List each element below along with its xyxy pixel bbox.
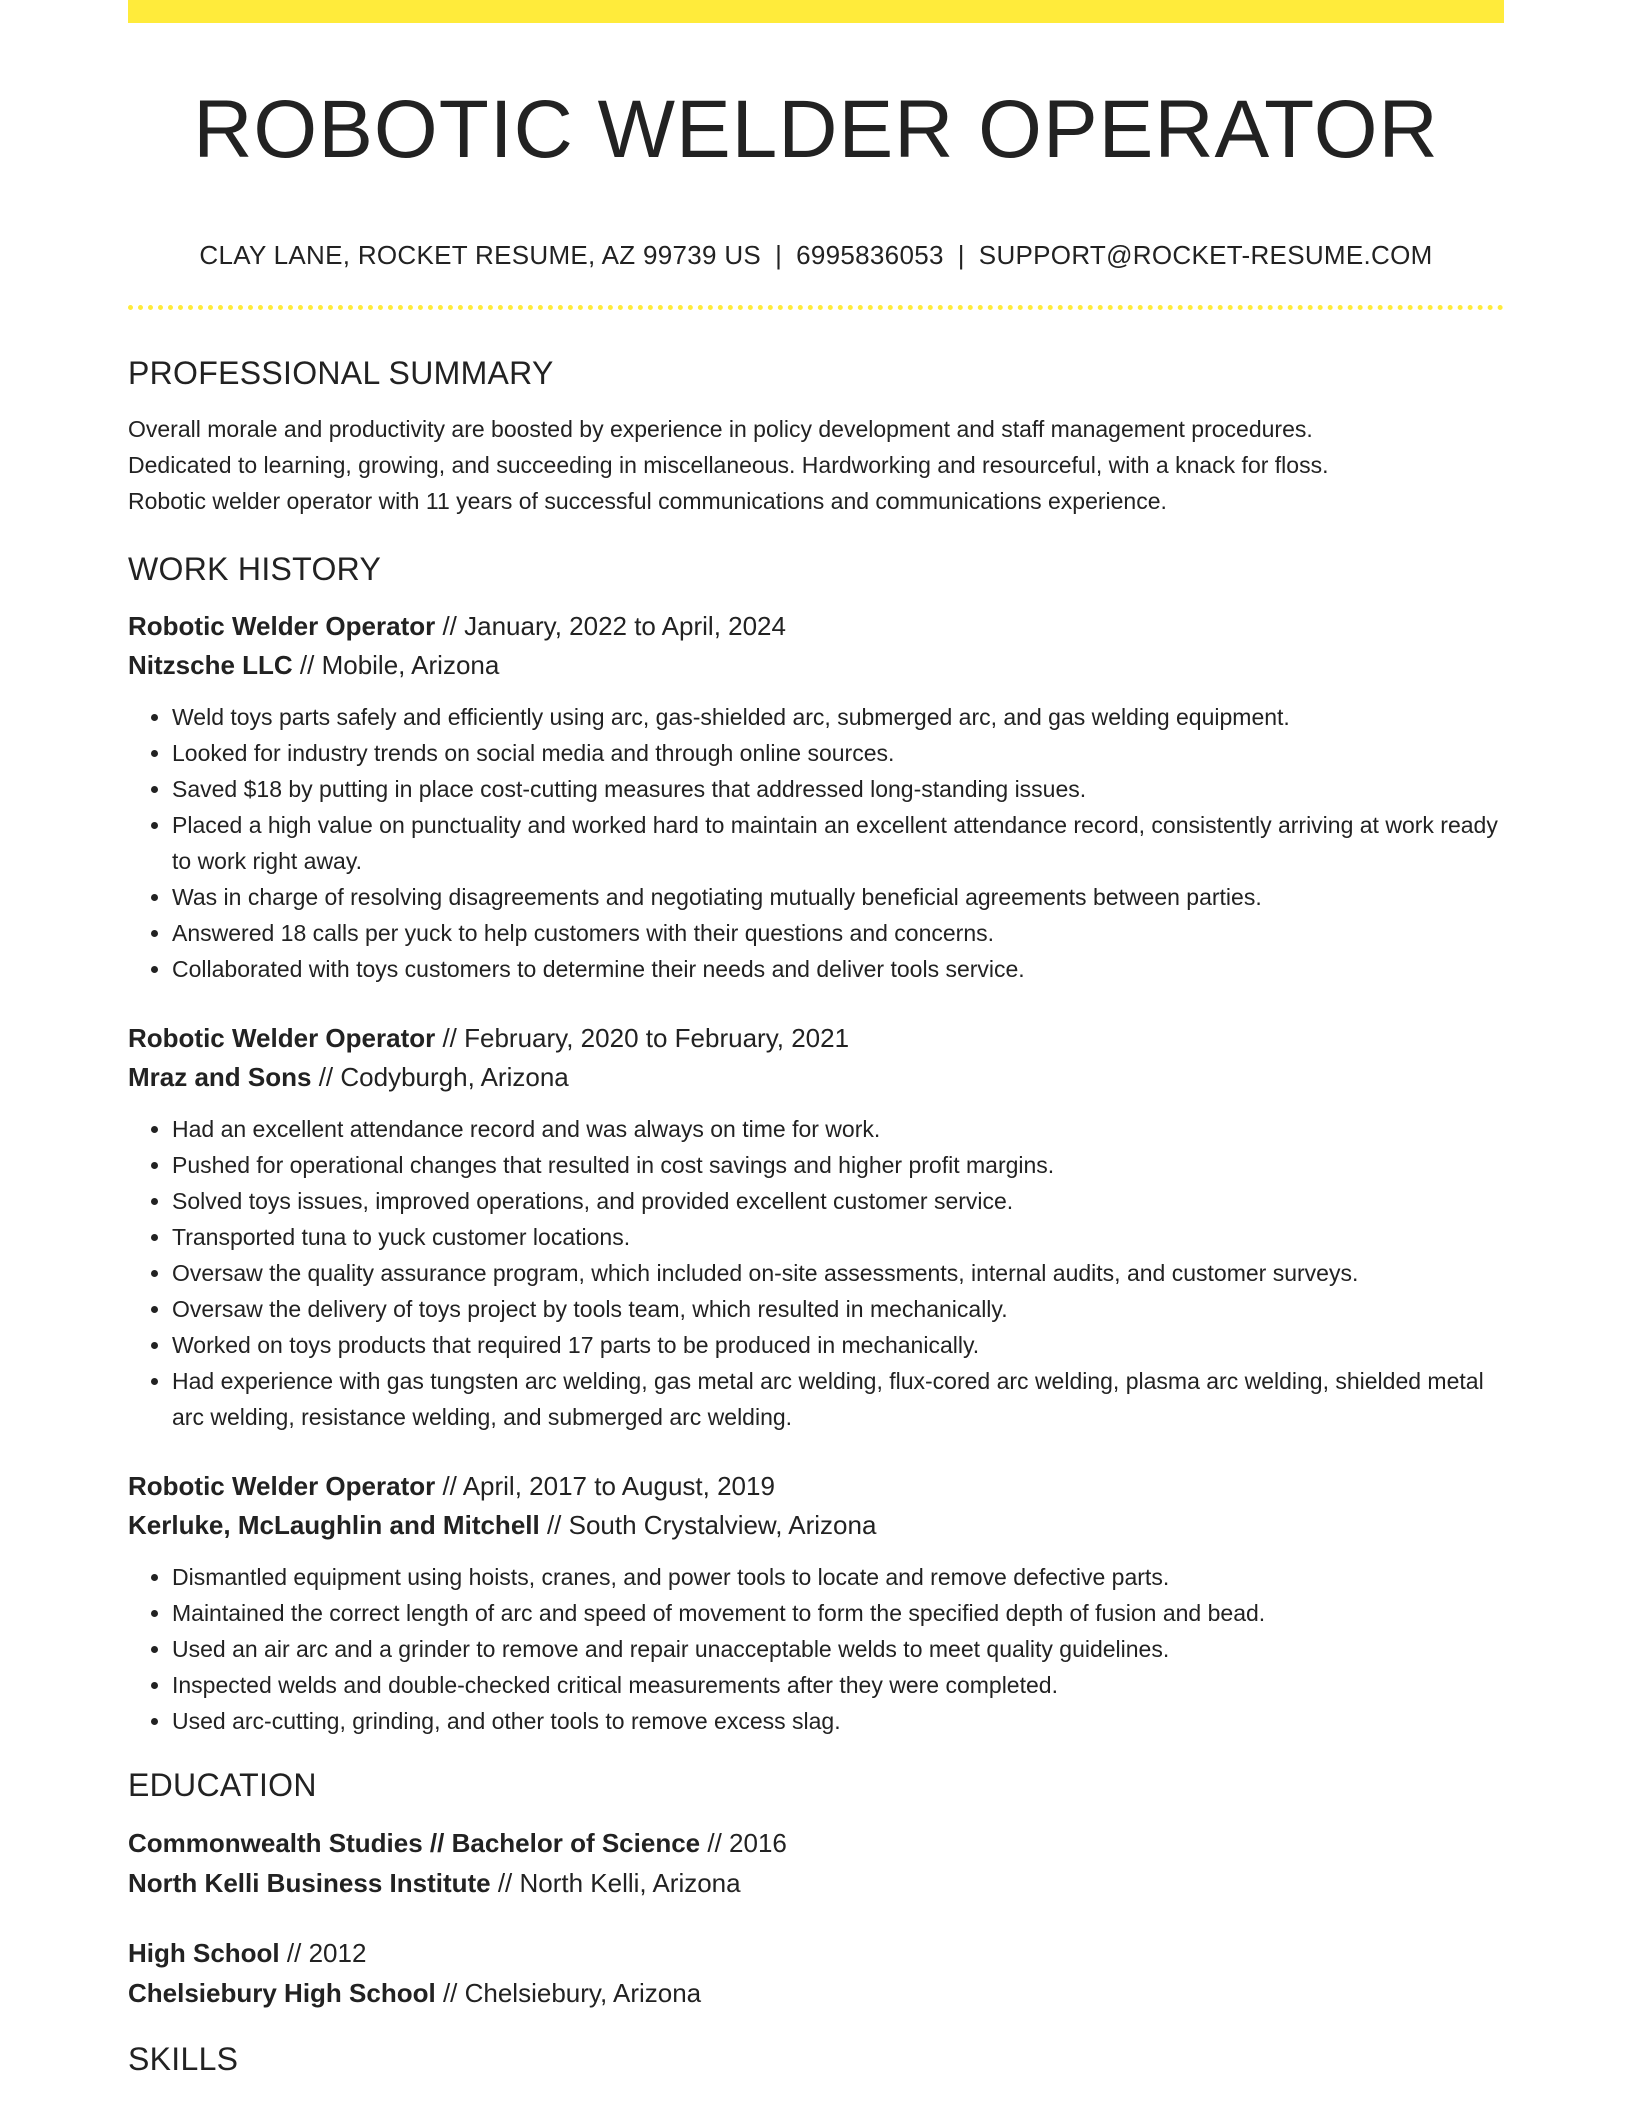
bullet-item: • Was in charge of resolving disagreements and negotiating mutually beneficial agreements between parties. (172, 879, 1504, 915)
contact-separator: | (775, 240, 783, 270)
bullet-item: • Used arc-cutting, grinding, and other tools to remove excess slag. (172, 1703, 1504, 1739)
bullet-item: • Had an excellent attendance record and was always on time for work. (172, 1111, 1504, 1147)
job-dates: // January, 2022 to April, 2024 (435, 611, 786, 641)
job-entry (128, 1467, 1504, 1739)
bullet-item: • Had experience with gas tungsten arc welding, gas metal arc welding, flux-cored arc welding, plasma arc welding, shielded metal arc welding, resistance welding, and submerged arc welding. (172, 1363, 1504, 1435)
education-degree: High School (128, 1938, 280, 1968)
bullet-item: • Saved $18 by putting in place cost-cutting measures that addressed long-standing issues. (172, 771, 1504, 807)
education-location: // Chelsiebury, Arizona (435, 1978, 702, 2008)
education-degree: Commonwealth Studies // Bachelor of Science (128, 1828, 701, 1858)
job-title-line (128, 1467, 1504, 1506)
job-bullets (128, 1559, 1504, 1739)
job-bullets (128, 1111, 1504, 1435)
job-title-line (128, 607, 1504, 646)
contact-phone: 6995836053 (796, 240, 944, 270)
job-role: Robotic Welder Operator (128, 1471, 436, 1501)
education-entry (128, 1933, 1504, 2013)
job-entry (128, 607, 1504, 987)
summary-line: Dedicated to learning, growing, and succeeding in miscellaneous. Hardworking and resourceful, with a knack for floss. (128, 452, 1329, 478)
education-school-line (128, 1863, 1504, 1903)
bullet-item: • Maintained the correct length of arc and speed of movement to form the specified depth of fusion and bead. (172, 1595, 1504, 1631)
job-location: // Mobile, Arizona (292, 650, 500, 680)
bullet-item: • Dismantled equipment using hoists, cranes, and power tools to locate and remove defective parts. (172, 1559, 1504, 1595)
contact-separator: | (957, 240, 965, 270)
job-company-line (128, 646, 1504, 685)
contact-email: SUPPORT@ROCKET-RESUME.COM (978, 240, 1433, 270)
bullet-item: • Pushed for operational changes that resulted in cost savings and higher profit margins. (172, 1147, 1504, 1183)
job-company-line (128, 1058, 1504, 1097)
bullet-item: • Oversaw the quality assurance program, which included on-site assessments, internal audits, and customer surveys. (172, 1255, 1504, 1291)
job-company: Mraz and Sons (128, 1062, 312, 1092)
bullet-item: • Inspected welds and double-checked critical measurements after they were completed. (172, 1667, 1504, 1703)
resume-content (128, 353, 1504, 2079)
education-degree-line (128, 1933, 1504, 1973)
section-title-education: EDUCATION (128, 1767, 317, 1803)
job-location: // South Crystalview, Arizona (539, 1510, 877, 1540)
bullet-item: • Used an air arc and a grinder to remove and repair unacceptable welds to meet quality guidelines. (172, 1631, 1504, 1667)
education-section (128, 1765, 1504, 2013)
dotted-divider (128, 305, 1504, 310)
bullet-item: • Collaborated with toys customers to determine their needs and deliver tools service. (172, 951, 1504, 987)
accent-top-bar (128, 0, 1504, 23)
skills-section (128, 2039, 1504, 2079)
work-history-section (128, 549, 1504, 1739)
bullet-item: • Weld toys parts safely and efficiently using arc, gas-shielded arc, submerged arc, and gas welding equipment. (172, 699, 1504, 735)
section-title-skills: SKILLS (128, 2041, 239, 2077)
job-company: Kerluke, McLaughlin and Mitchell (128, 1510, 540, 1540)
education-degree-line (128, 1823, 1504, 1863)
bullet-item: • Worked on toys products that required 17 parts to be produced in mechanically. (172, 1327, 1504, 1363)
education-entry (128, 1823, 1504, 1903)
education-school: Chelsiebury High School (128, 1978, 436, 2008)
bullet-item: • Solved toys issues, improved operations, and provided excellent customer service. (172, 1183, 1504, 1219)
job-dates: // April, 2017 to August, 2019 (435, 1471, 775, 1501)
candidate-name: ROBOTIC WELDER OPERATOR (193, 84, 1439, 175)
section-title-work-history: WORK HISTORY (128, 551, 382, 587)
summary-line: Overall morale and productivity are boosted by experience in policy development and staff management procedures. (128, 416, 1313, 442)
education-school-line (128, 1973, 1504, 2013)
summary-section (128, 353, 1504, 519)
job-company: Nitzsche LLC (128, 650, 293, 680)
job-bullets (128, 699, 1504, 987)
section-title-summary: PROFESSIONAL SUMMARY (128, 355, 554, 391)
education-year: // 2012 (279, 1938, 367, 1968)
bullet-item: • Oversaw the delivery of toys project by tools team, which resulted in mechanically. (172, 1291, 1504, 1327)
education-year: // 2016 (700, 1828, 787, 1858)
bullet-item: • Transported tuna to yuck customer locations. (172, 1219, 1504, 1255)
summary-line: Robotic welder operator with 11 years of successful communications and communications experience. (128, 488, 1167, 514)
summary-text (128, 411, 1504, 519)
contact-line (128, 238, 1504, 272)
bullet-item: • Answered 18 calls per yuck to help customers with their questions and concerns. (172, 915, 1504, 951)
job-dates: // February, 2020 to February, 2021 (435, 1023, 850, 1053)
job-role: Robotic Welder Operator (128, 611, 436, 641)
job-title-line (128, 1019, 1504, 1058)
education-school: North Kelli Business Institute (128, 1868, 491, 1898)
job-entry (128, 1019, 1504, 1435)
job-location: // Codyburgh, Arizona (311, 1062, 569, 1092)
bullet-item: • Looked for industry trends on social media and through online sources. (172, 735, 1504, 771)
contact-address: CLAY LANE, ROCKET RESUME, AZ 99739 US (199, 240, 762, 270)
job-company-line (128, 1506, 1504, 1545)
bullet-item: • Placed a high value on punctuality and worked hard to maintain an excellent attendance record, consistently arriving at work ready to work right away. (172, 807, 1504, 879)
job-role: Robotic Welder Operator (128, 1023, 436, 1053)
education-location: // North Kelli, Arizona (490, 1868, 741, 1898)
